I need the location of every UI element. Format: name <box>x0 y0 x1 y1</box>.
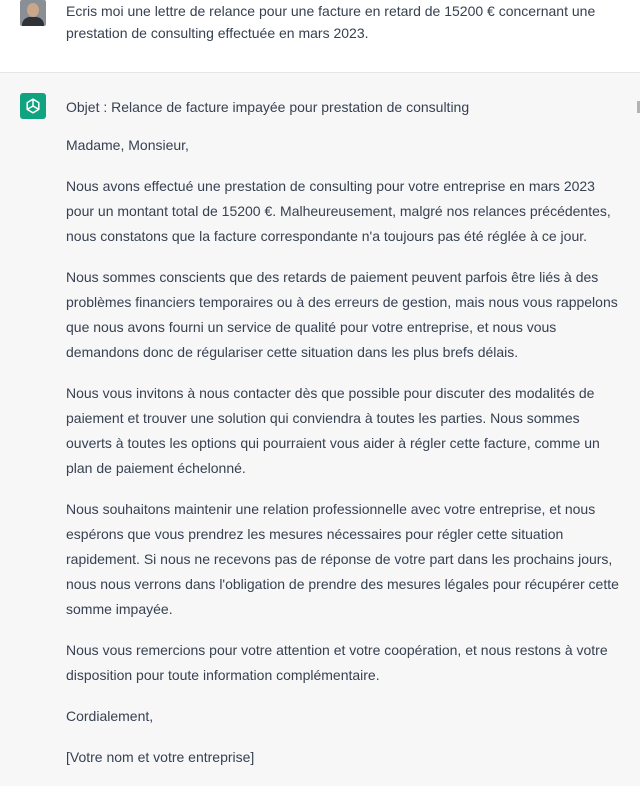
letter-paragraph: Nous vous remercions pour votre attention et votre coopération, et nous restons à votre disposition pour toute information complémentaire. <box>66 642 608 683</box>
user-message-text: Ecris moi une lettre de relance pour une facture en retard de 15200 € concernant une prestation de consulting effectuée en mars 2023. <box>66 3 596 41</box>
avatar-shirt <box>22 17 44 26</box>
letter-salutation: Madame, Monsieur, <box>66 137 189 153</box>
letter-paragraph: Nous souhaitons maintenir une relation professionnelle avec votre entreprise, et nous espérons que vous prendrez les mesures nécessaires pour régler cette situation rapidement. Si nous ne recevons pas de réponse de votre part dans les prochains jours, nous nous verrons dans l'obligation de prendre des mesures légales pour récupérer cette somme impayée. <box>66 501 619 617</box>
letter-subject: Objet : Relance de facture impayée pour prestation de consulting <box>66 99 470 115</box>
letter-paragraph: Nous sommes conscients que des retards de paiement peuvent parfois être liés à des problèmes financiers temporaires ou à des erreurs de gestion, mais nous vous rappelons que nous avons fourni un service de qualité pour votre entreprise, et nous vous demandons donc de régulariser cette situation dans les plus brefs délais. <box>66 269 618 360</box>
user-message <box>0 0 640 73</box>
assistant-response <box>66 95 621 786</box>
letter-paragraph: Nous avons effectué une prestation de consulting pour votre entreprise en mars 2023 pour un montant total de 15200 €. Malheureusement, malgré nos relances précédentes, nous constatons que la facture correspondante n'a toujours pas été réglée à ce jour. <box>66 178 611 244</box>
openai-logo-svg <box>24 97 42 115</box>
letter-paragraph: Nous vous invitons à nous contacter dès que possible pour discuter des modalités de paiement et trouver une solution qui conviendra à toutes les parties. Nous sommes ouverts à toutes les options qui pourraient vous aider à régler cette facture, comme un plan de paiement échelonné. <box>66 385 600 476</box>
letter-closing: Cordialement, <box>66 708 154 724</box>
avatar-face <box>27 3 39 17</box>
letter-signature: [Votre nom et votre entreprise] <box>66 749 255 765</box>
openai-logo-icon <box>20 93 46 119</box>
assistant-message <box>0 73 640 773</box>
user-avatar <box>20 0 46 26</box>
